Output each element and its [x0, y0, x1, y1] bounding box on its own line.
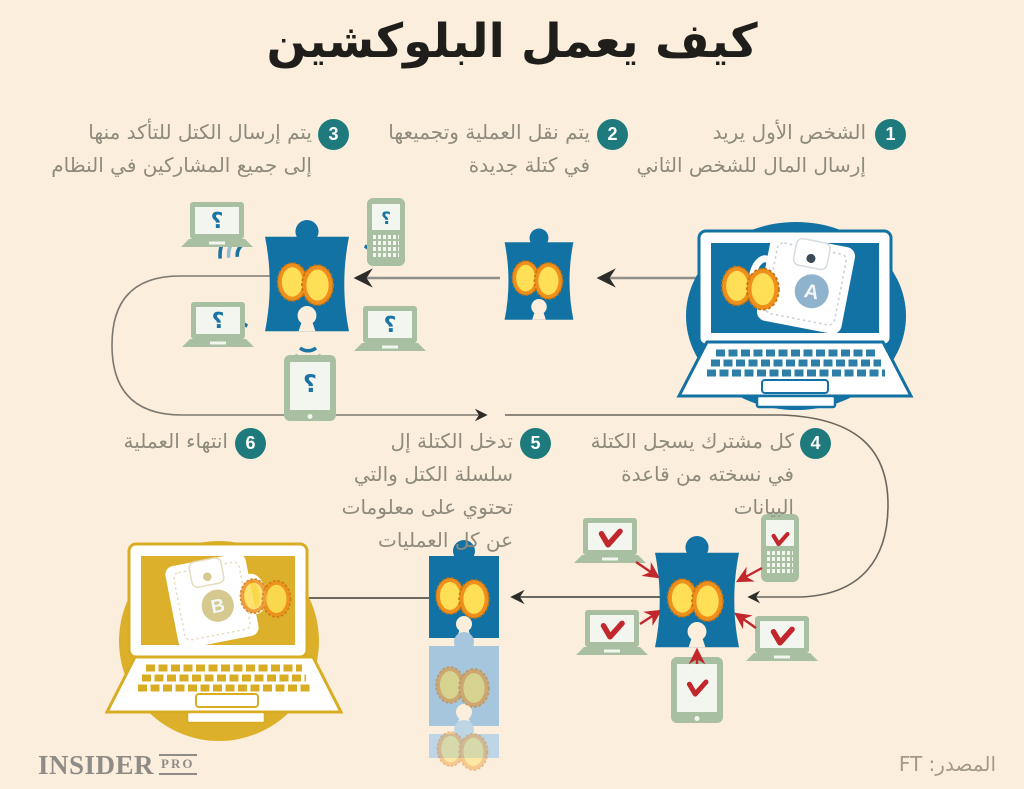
step-6-badge: 6 [235, 428, 266, 459]
step-3-badge: 3 [318, 119, 349, 150]
question-mark-glyph: ؟ [381, 209, 391, 229]
receiver-laptop-illustration [107, 541, 341, 741]
wallet-b-label: B [209, 595, 227, 619]
chain-piece-bottom [429, 720, 499, 770]
step-6-text: انتهاء العملية [123, 429, 228, 453]
question-mark-glyph: ؟ [211, 309, 225, 334]
verification-network-illustration [574, 514, 818, 723]
chain-piece-middle [429, 632, 499, 726]
blockchain-chain-illustration [429, 540, 499, 770]
question-mark-glyph: ؟ [210, 209, 224, 234]
page-title: كيف يعمل البلوكشين [266, 14, 758, 69]
wallet-a-label: A [802, 280, 821, 305]
step-1-badge: 1 [875, 119, 906, 150]
insider-pro-logo [38, 750, 197, 781]
question-mark-glyph: ؟ [383, 313, 397, 338]
step-1-text: الشخص الأول يريد إرسال المال للشخص الثاني [636, 120, 866, 177]
sender-laptop-illustration [679, 222, 911, 410]
phone-icon [761, 514, 799, 582]
logo-sub: PRO [159, 754, 196, 775]
step-2-badge: 2 [597, 119, 628, 150]
step-4-badge: 4 [800, 428, 831, 459]
step-4-text: كل مشترك يسجل الكتلة في نسخته من قاعدة البيانات [590, 429, 794, 519]
step-3-text: يتم إرسال الكتل للتأكد منها إلى جميع المشاركين في النظام [51, 120, 312, 177]
question-mark-glyph: ؟ [303, 370, 317, 398]
logo-main: INSIDER [38, 750, 155, 780]
source-credit: المصدر: FT [898, 752, 996, 776]
transaction-block-illustration [505, 229, 574, 320]
step-2-text: يتم نقل العملية وتجميعها في كتلة جديدة [388, 120, 590, 177]
step-5-text: تدخل الكتلة إل سلسلة الكتل والتي تحتوي على معلومات عن كل العمليات [341, 429, 513, 552]
step-5-badge: 5 [520, 428, 551, 459]
broadcast-network-illustration [181, 198, 426, 421]
